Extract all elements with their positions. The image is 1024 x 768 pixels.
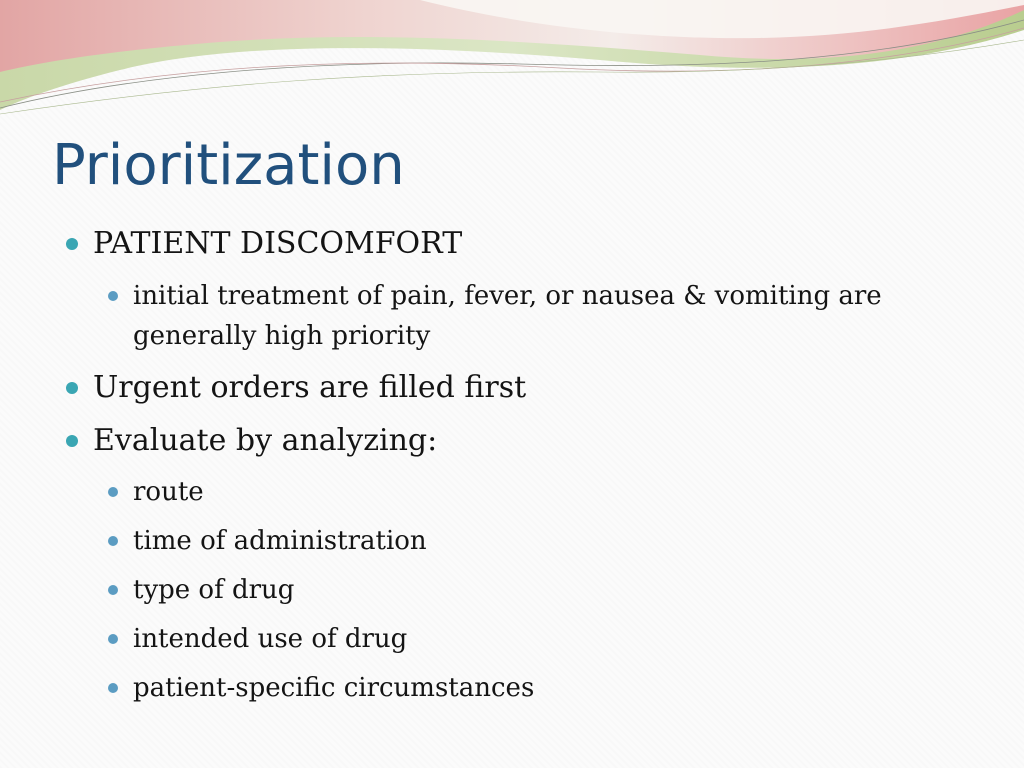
list-item [93, 423, 437, 459]
list-item [93, 370, 526, 406]
bullet-text: initial treatment of pain, fever, or nausea & vomiting are generally high priority [133, 281, 882, 351]
bullet-text: time of administration [133, 526, 427, 556]
bullet-dot-icon [66, 435, 78, 447]
bullet-dot-icon [108, 683, 118, 693]
list-item [93, 226, 462, 262]
bullet-text: Urgent orders are filled first [93, 370, 527, 405]
bullet-text: route [133, 477, 204, 507]
list-item [133, 276, 983, 356]
bullet-dot-icon [108, 536, 118, 546]
bullet-text: type of drug [133, 575, 295, 605]
bullet-dot-icon [108, 487, 118, 497]
bullet-text: intended use of drug [133, 624, 408, 654]
list-item [133, 570, 983, 610]
bullet-dot-icon [108, 291, 118, 301]
bullet-dot-icon [108, 634, 118, 644]
bullet-text: Evaluate by analyzing: [93, 423, 438, 458]
header-wave-decoration [0, 0, 1024, 120]
slide-title: Prioritization [52, 133, 405, 198]
list-item [133, 472, 983, 512]
list-item [133, 668, 983, 708]
bullet-dot-icon [66, 382, 78, 394]
list-item [133, 619, 983, 659]
list-item [133, 521, 983, 561]
bullet-text: patient-specific circumstances [133, 673, 535, 703]
bullet-text: PATIENT DISCOMFORT [93, 226, 463, 261]
bullet-dot-icon [66, 238, 78, 250]
bullet-dot-icon [108, 585, 118, 595]
